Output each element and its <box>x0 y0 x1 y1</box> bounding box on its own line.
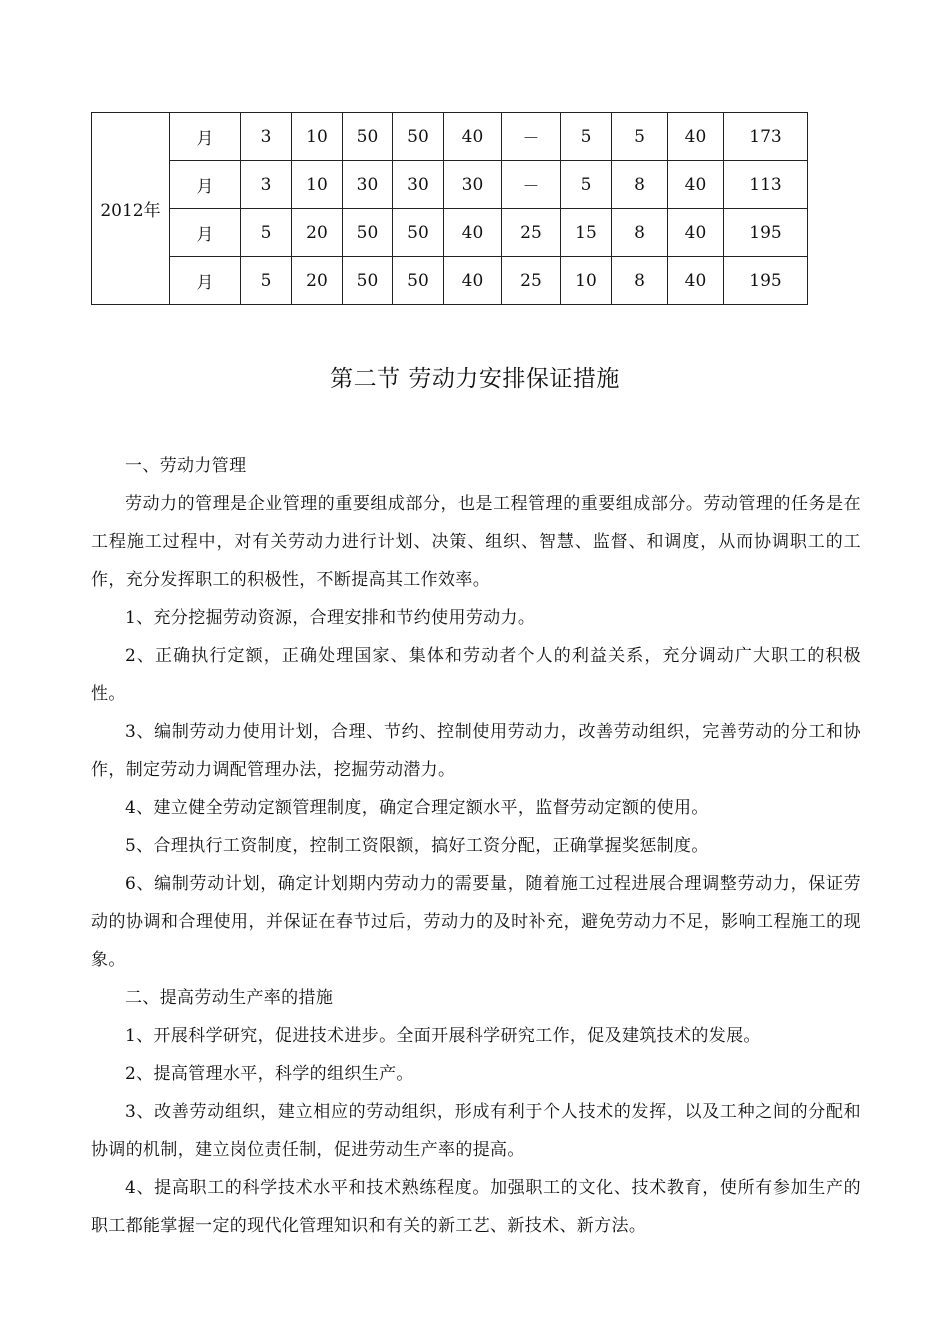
table-row <box>92 161 808 209</box>
table-row <box>92 113 808 161</box>
table-cell: 20 <box>292 257 343 305</box>
paragraph: 劳动力的管理是企业管理的重要组成部分，也是工程管理的重要组成部分。劳动管理的任务是在工程施工过程中，对有关劳动力进行计划、决策、组织、智慧、监督、和调度，从而协调职工的工作，充分发挥职工的积极性，不断提高其工作效率。 <box>91 494 861 590</box>
table-cell: 3 <box>241 161 292 209</box>
list-item: 1、开展科学研究，促进技术进步。全面开展科学研究工作，促及建筑技术的发展。 <box>125 1026 761 1046</box>
table-cell: 40 <box>668 161 724 209</box>
table-cell: 5 <box>561 113 612 161</box>
table-cell: 30 <box>393 161 444 209</box>
list-item: 4、提高职工的科学技术水平和技术熟练程度。加强职工的文化、技术教育，使所有参加生产的职工都能掌握一定的现代化管理知识和有关的新工艺、新技术、新方法。 <box>91 1178 861 1236</box>
table-cell: 3 <box>241 113 292 161</box>
body-text <box>91 447 861 1245</box>
table-cell: 195 <box>724 209 808 257</box>
table-cell: 8 <box>612 161 668 209</box>
list-item: 3、编制劳动力使用计划，合理、节约、控制使用劳动力，改善劳动组织，完善劳动的分工和协作，制定劳动力调配管理办法，挖掘劳动潜力。 <box>91 722 861 780</box>
table-cell: 50 <box>343 209 393 257</box>
table-row <box>92 209 808 257</box>
list-item: 5、合理执行工资制度，控制工资限额，搞好工资分配，正确掌握奖惩制度。 <box>125 836 709 856</box>
table-cell: 30 <box>444 161 502 209</box>
table-cell: 40 <box>444 113 502 161</box>
table-cell: 10 <box>292 161 343 209</box>
table-cell: 5 <box>612 113 668 161</box>
table-cell: 40 <box>668 257 724 305</box>
table-cell: 10 <box>292 113 343 161</box>
table-cell: 50 <box>343 113 393 161</box>
table-cell: － <box>502 113 561 161</box>
table-cell: 50 <box>393 257 444 305</box>
table-cell: 月 <box>170 257 241 305</box>
table-cell: 5 <box>561 161 612 209</box>
table-cell: 50 <box>343 257 393 305</box>
list-item: 6、编制劳动计划，确定计划期内劳动力的需要量，随着施工过程进展合理调整劳动力，保证劳动的协调和合理使用，并保证在春节过后，劳动力的及时补充，避免劳动力不足，影响工程施工的现象。 <box>91 874 861 970</box>
table-cell: 月 <box>170 209 241 257</box>
table-cell: 30 <box>343 161 393 209</box>
table-cell: 40 <box>444 209 502 257</box>
table-cell: 50 <box>393 113 444 161</box>
table-cell: 25 <box>502 257 561 305</box>
table-row <box>92 257 808 305</box>
table-cell: 173 <box>724 113 808 161</box>
table-cell: 5 <box>241 257 292 305</box>
table-cell: 5 <box>241 209 292 257</box>
table-cell: 20 <box>292 209 343 257</box>
list-item: 2、正确执行定额，正确处理国家、集体和劳动者个人的利益关系，充分调动广大职工的积极性。 <box>91 646 861 704</box>
table-cell: 8 <box>612 257 668 305</box>
table-cell: 40 <box>668 209 724 257</box>
heading-productivity-measures: 二、提高劳动生产率的措施 <box>125 988 334 1008</box>
table-cell: 月 <box>170 113 241 161</box>
labor-schedule-table <box>91 112 808 305</box>
table-cell: 8 <box>612 209 668 257</box>
table-cell: 10 <box>561 257 612 305</box>
section-title: 第二节 劳动力安排保证措施 <box>330 366 620 392</box>
list-item: 1、充分挖掘劳动资源，合理安排和节约使用劳动力。 <box>125 608 536 628</box>
table-cell: 50 <box>393 209 444 257</box>
list-item: 2、提高管理水平，科学的组织生产。 <box>125 1064 414 1084</box>
table-cell: 25 <box>502 209 561 257</box>
table-cell: － <box>502 161 561 209</box>
table-cell: 15 <box>561 209 612 257</box>
list-item: 4、建立健全劳动定额管理制度，确定合理定额水平，监督劳动定额的使用。 <box>125 798 709 818</box>
table-cell: 40 <box>668 113 724 161</box>
table-cell: 40 <box>444 257 502 305</box>
table-cell: 113 <box>724 161 808 209</box>
table-cell: 195 <box>724 257 808 305</box>
list-item: 3、改善劳动组织，建立相应的劳动组织，形成有利于个人技术的发挥，以及工种之间的分配和协调的机制，建立岗位责任制，促进劳动生产率的提高。 <box>91 1102 861 1160</box>
table-cell: 月 <box>170 161 241 209</box>
year-cell: 2012年 <box>92 113 170 305</box>
heading-labor-management: 一、劳动力管理 <box>125 456 247 476</box>
